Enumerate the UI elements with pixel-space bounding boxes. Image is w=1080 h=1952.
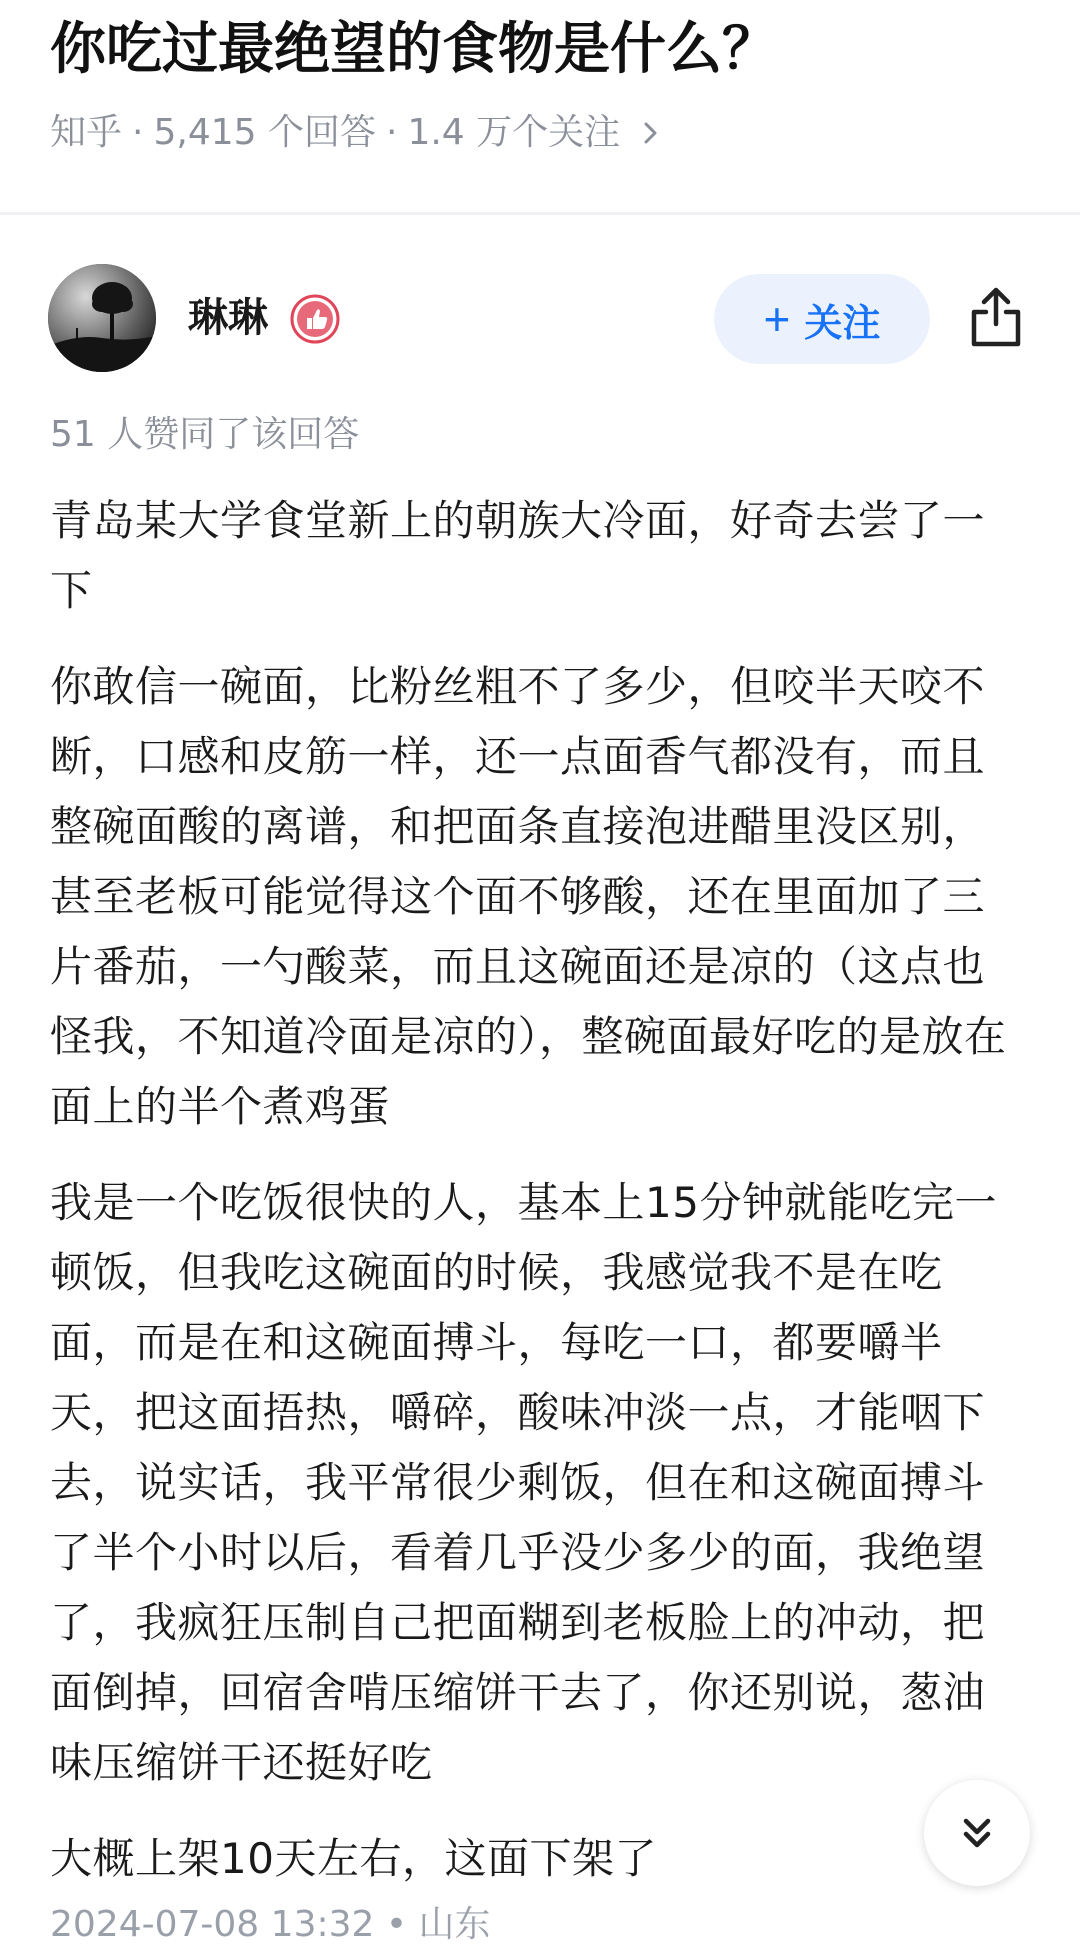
answer-timestamp: 2024-07-08 13:32 • 山东 [50,1904,491,1945]
section-divider [0,212,1080,215]
follower-count: 1.4 万个关注 [407,112,621,153]
answer-content [50,486,1010,1920]
answer-count: 5,415 个回答 [153,112,376,153]
follow-button[interactable] [714,274,930,364]
avatar[interactable] [48,264,156,372]
source-label: 知乎 [50,112,123,153]
author-name[interactable]: 琳琳 [188,295,268,341]
thumbs-up-badge-icon [290,294,340,344]
avatar-image [48,264,156,372]
chevron-right-icon [640,116,662,150]
answer-paragraph: 你敢信一碗面，比粉丝粗不了多少，但咬半天咬不断，口感和皮筋一样，还一点面香气都没有，而且整碗面酸的离谱，和把面条直接泡进醋里没区别，甚至老板可能觉得这个面不够酸，还在里面加了三片番茄，一勺酸菜，而且这碗面还是凉的（这点也怪我，不知道冷面是凉的），整碗面最好吃的是放在面上的半个煮鸡蛋 [50,662,1007,1131]
question-header [0,0,1080,214]
question-meta[interactable] [50,106,662,160]
meta-separator: · [132,112,144,153]
share-icon[interactable] [966,284,1026,350]
answer-paragraph: 大概上架10天左右，这面下架了 [50,1834,657,1883]
double-chevron-down-icon [957,1813,997,1853]
answer-paragraph: 我是一个吃饭很快的人，基本上15分钟就能吃完一顿饭，但我吃这碗面的时候，我感觉我不是在吃面，而是在和这碗面搏斗，每吃一口，都要嚼半天，把这面捂热，嚼碎，酸味冲淡一点，才能咽下去，说实话，我平常很少剩饭，但在和这碗面搏斗了半个小时以后，看着几乎没少多少的面，我绝望了，我疯狂压制自己把面糊到老板脸上的冲动，把面倒掉，回宿舍啃压缩饼干去了，你还别说，葱油味压缩饼干还挺好吃 [50,1178,997,1787]
expand-button[interactable] [924,1780,1030,1886]
question-title[interactable]: 你吃过最绝望的食物是什么？ [50,17,778,82]
follow-label: 关注 [804,302,881,345]
answer-paragraph: 青岛某大学食堂新上的朝族大冷面，好奇去尝了一下 [50,496,986,615]
plus-icon: + [763,293,791,345]
vote-count: 51 人赞同了该回答 [50,414,360,455]
meta-separator: · [385,112,398,153]
author-row [0,262,1080,374]
